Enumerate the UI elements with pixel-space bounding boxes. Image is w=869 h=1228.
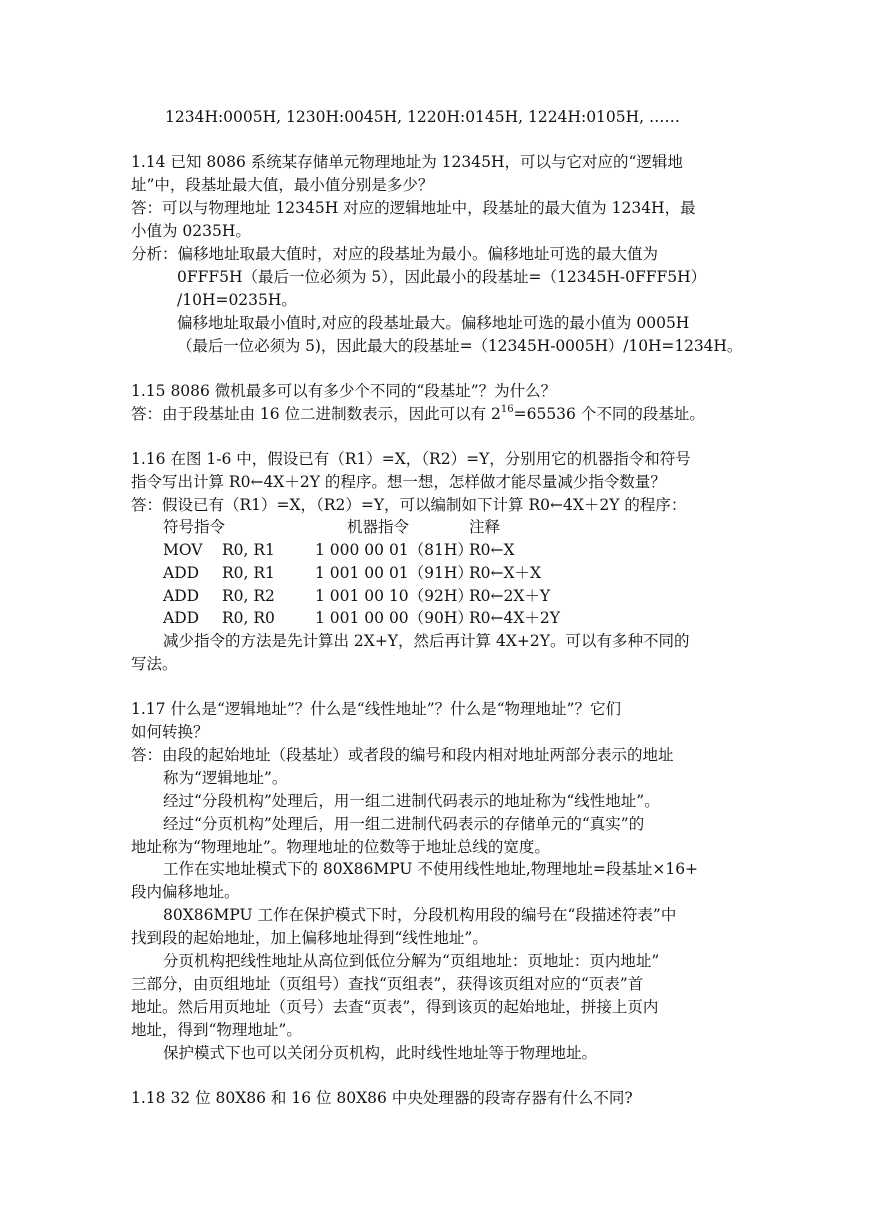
table-row-code: 1 001 00 01（91H）	[315, 564, 473, 582]
table-row-code: 1 000 00 01（81H）	[315, 541, 473, 559]
answer-1-17-para-6: 保护模式下也可以关闭分页机构，此时线性地址等于物理地址。	[163, 1044, 598, 1062]
table-header-machine: 机器指令	[347, 518, 410, 536]
answer-1-15-pre: 答：由于段基址由 16 位二进制数表示，因此可以有 2	[131, 405, 501, 423]
question-1-18: 1.18 32 位 80X86 和 16 位 80X86 中央处理器的段寄存器有什么不同?	[131, 1089, 633, 1107]
answer-1-14-line-1: 答：可以与物理地址 12345H 对应的逻辑地址中，段基址的最大值为 1234H，最	[131, 199, 696, 217]
answer-1-17-line-2: 称为“逻辑地址”。	[163, 769, 288, 787]
answer-1-17-para-2b: 地址称为“物理地址”。物理地址的位数等于地址总线的宽度。	[131, 838, 550, 856]
table-row-args: R0, R2	[222, 587, 275, 605]
table-row-note: R0←X＋X	[469, 564, 542, 582]
question-1-15: 1.15 8086 微机最多可以有多少个不同的“段基址”？为什么？	[131, 382, 557, 400]
answer-1-17-para-5b: 三部分，由页组地址（页组号）查找“页组表”，获得该页组对应的“页表”首	[131, 975, 644, 993]
question-1-14-line-2: 址”中，段基址最大值，最小值分别是多少？	[131, 176, 434, 194]
answer-1-17-para-3b: 段内偏移地址。	[131, 883, 240, 901]
answer-1-16-tip-line-2: 写法。	[131, 655, 178, 673]
question-1-16-line-2: 指令写出计算 R0←4X＋2Y 的程序。想一想，怎样做才能尽量减少指令数量？	[131, 473, 666, 491]
answer-1-17-para-4a: 80X86MPU 工作在保护模式下时，分段机构用段的编号在“段描述符表”中	[163, 906, 677, 924]
answer-1-14-line-2: 小值为 0235H。	[131, 222, 251, 240]
table-row-note: R0←X	[469, 541, 515, 559]
answer-1-17-para-5d: 地址，得到“物理地址”。	[131, 1021, 302, 1039]
analysis-1-14-line-4: 偏移地址取最小值时,对应的段基址最大。偏移地址可选的最小值为 0005H	[177, 314, 690, 332]
answer-1-17-para-1: 经过“分段机构”处理后，用一组二进制代码表示的地址称为“线性地址”。	[163, 792, 660, 810]
table-row-note: R0←4X＋2Y	[469, 609, 561, 627]
table-row-note: R0←2X＋Y	[469, 587, 551, 605]
table-row-args: R0, R1	[222, 564, 275, 582]
answer-1-17-para-3a: 工作在实地址模式下的 80X86MPU 不使用线性地址,物理地址=段基址×16+	[163, 860, 699, 878]
table-row-code: 1 001 00 10（92H）	[315, 587, 473, 605]
answer-1-15-exponent: 16	[500, 403, 514, 415]
table-header-comment: 注释	[469, 518, 501, 536]
answer-1-16-line-1: 答：假设已有（R1）=X，（R2）=Y，可以编制如下计算 R0←4X＋2Y 的程序：	[131, 496, 687, 514]
table-header-symbolic: 符号指令	[163, 518, 226, 536]
question-1-16-line-1: 1.16 在图 1-6 中，假设已有（R1）=X，（R2）=Y，分别用它的机器指令和符号	[131, 450, 691, 468]
analysis-1-14-line-2: 0FFF5H（最后一位必须为 5），因此最小的段基址=（12345H-0FFF5H）	[177, 268, 707, 286]
analysis-1-14-line-5: （最后一位必须为 5)，因此最大的段基址=（12345H-0005H）/10H=1234H。	[177, 337, 743, 355]
question-1-17-line-2: 如何转换？	[131, 723, 209, 741]
table-row-code: 1 001 00 00（90H）	[315, 609, 473, 627]
answer-1-17-para-2a: 经过“分页机构”处理后，用一组二进制代码表示的存储单元的“真实”的	[163, 815, 645, 833]
analysis-1-14-line-1: 分析：偏移地址取最大值时，对应的段基址为最小。偏移地址可选的最大值为	[131, 245, 659, 263]
answer-1-17-para-5c: 地址。然后用页地址（页号）去查“页表”，得到该页的起始地址，拼接上页内	[131, 998, 659, 1016]
question-1-17-line-1: 1.17 什么是“逻辑地址”？什么是“线性地址”？什么是“物理地址”？它们	[131, 700, 621, 718]
answer-1-17-para-4b: 找到段的起始地址，加上偏移地址得到“线性地址”。	[131, 929, 488, 947]
table-row-op: ADD	[163, 587, 200, 605]
answer-1-17-line-1: 答：由段的起始地址（段基址）或者段的编号和段内相对地址两部分表示的地址	[131, 746, 674, 764]
address-list-line: 1234H:0005H, 1230H:0045H, 1220H:0145H, 1224H:0105H, ……	[165, 108, 681, 126]
answer-1-15	[131, 403, 705, 425]
table-row-args: R0, R0	[222, 609, 275, 627]
answer-1-15-post: =65536 个不同的段基址。	[513, 405, 705, 423]
table-row-op: ADD	[163, 564, 200, 582]
answer-1-17-para-5a: 分页机构把线性地址从高位到低位分解为“页组地址：页地址：页内地址”	[163, 952, 660, 970]
analysis-1-14-line-3: /10H=0235H。	[177, 291, 297, 309]
table-row-args: R0, R1	[222, 541, 275, 559]
table-row-op: MOV	[163, 541, 203, 559]
answer-1-16-tip-line-1: 减少指令的方法是先计算出 2X+Y，然后再计算 4X+2Y。可以有多种不同的	[163, 632, 690, 650]
table-row-op: ADD	[163, 609, 200, 627]
question-1-14-line-1: 1.14 已知 8086 系统某存储单元物理地址为 12345H，可以与它对应的“逻辑地	[131, 153, 683, 171]
